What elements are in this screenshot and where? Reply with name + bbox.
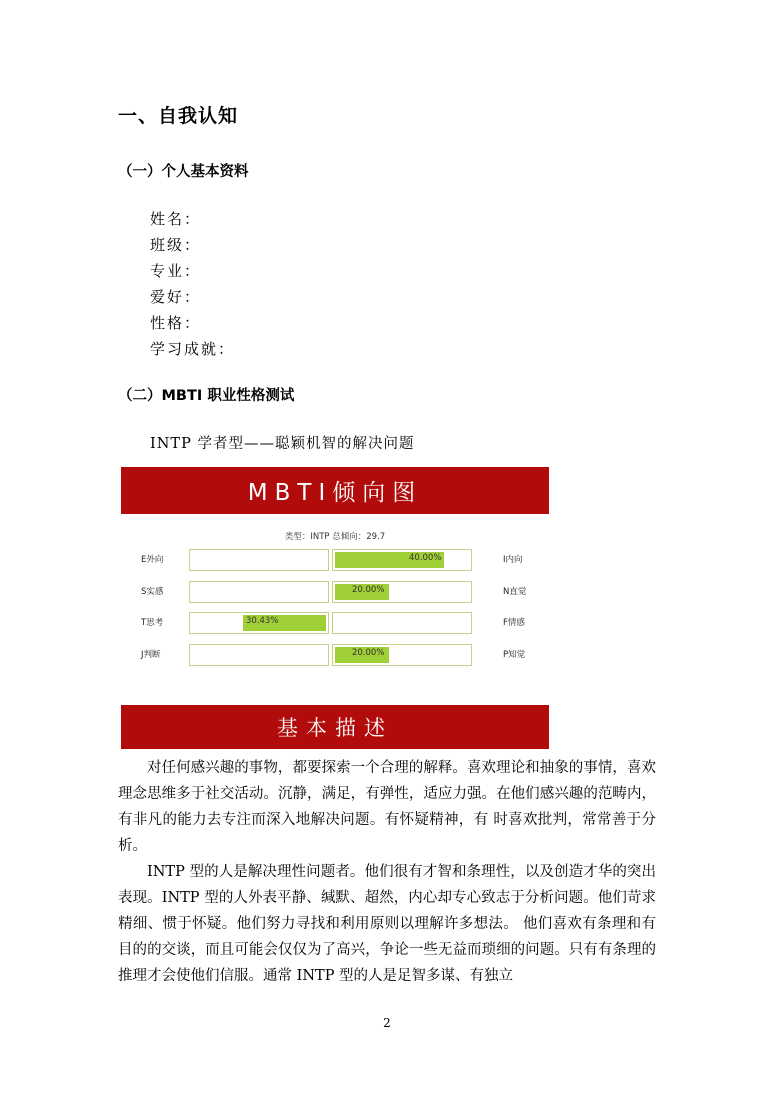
mbti-row-ei [121,549,549,571]
mbti-left-track [189,581,329,603]
mbti-left-label: E外向 [141,555,164,565]
section-heading: 一、自我认知 [118,105,239,127]
mbti-percent-label: 20.00% [352,585,385,595]
mbti-chart-banner: MBTI倾向图 [121,467,549,514]
mbti-type-line: 类型：INTP 总倾向：29.7 [284,532,386,542]
mbti-percent-label: 20.00% [352,648,385,658]
page-number: 2 [383,1016,391,1030]
mbti-row-tf [121,612,549,634]
mbti-right-label: N直觉 [503,587,527,597]
subsection-heading-basic-info: （一）个人基本资料 [118,164,249,180]
mbti-percent-label: 30.43% [246,616,279,626]
mbti-left-track [189,644,329,666]
mbti-right-track [332,549,472,571]
mbti-right-label: P知觉 [503,650,526,660]
mbti-left-label: T思考 [141,618,164,628]
mbti-left-label: J判断 [141,650,161,660]
mbti-percent-label: 40.00% [409,553,442,563]
mbti-right-label: F情感 [503,618,525,628]
field-major-label: 专业： [150,262,202,280]
description-banner: 基本描述 [121,705,549,749]
mbti-type-subtitle: INTP 学者型——聪颖机智的解决问题 [150,436,415,452]
subsection-heading-mbti: （二）MBTI 职业性格测试 [118,388,295,404]
field-achievements-label: 学习成就： [150,340,236,358]
field-personality-label: 性格： [150,314,202,332]
field-class-label: 班级： [150,236,202,254]
mbti-left-label: S实感 [141,587,164,597]
field-name-label: 姓名： [150,210,202,228]
mbti-right-label: I内向 [503,555,523,565]
field-hobby-label: 爱好： [150,288,202,306]
mbti-row-sn [121,581,549,603]
description-paragraph-1: 对任何感兴趣的事物，都要探索一个合理的解释。喜欢理论和抽象的事情，喜欢理念思维多于社交活动。沉静，满足，有弹性，适应力强。在他们感兴趣的范畴内，有非凡的能力去专注而深入地解决问题。有怀疑精神，有 时喜欢批判，常常善于分析。 [118,760,656,854]
description-paragraph-2: INTP 型的人是解决理性问题者。他们很有才智和条理性，以及创造才华的突出表现。INTP 型的人外表平静、缄默、超然，内心却专心致志于分析问题。他们苛求精细、惯于怀疑。他们努力寻找和利用原则以理解许多想法。 他们喜欢有条理和有目的的交谈，而且可能会仅仅为了高兴，争论一些无益而琐细的问题。只有有条理的推理才会使他们信服。通常 INTP 型的人是足智多谋、有独立 [118,864,656,984]
mbti-left-track [189,549,329,571]
mbti-row-jp [121,644,549,666]
mbti-right-track [332,612,472,634]
